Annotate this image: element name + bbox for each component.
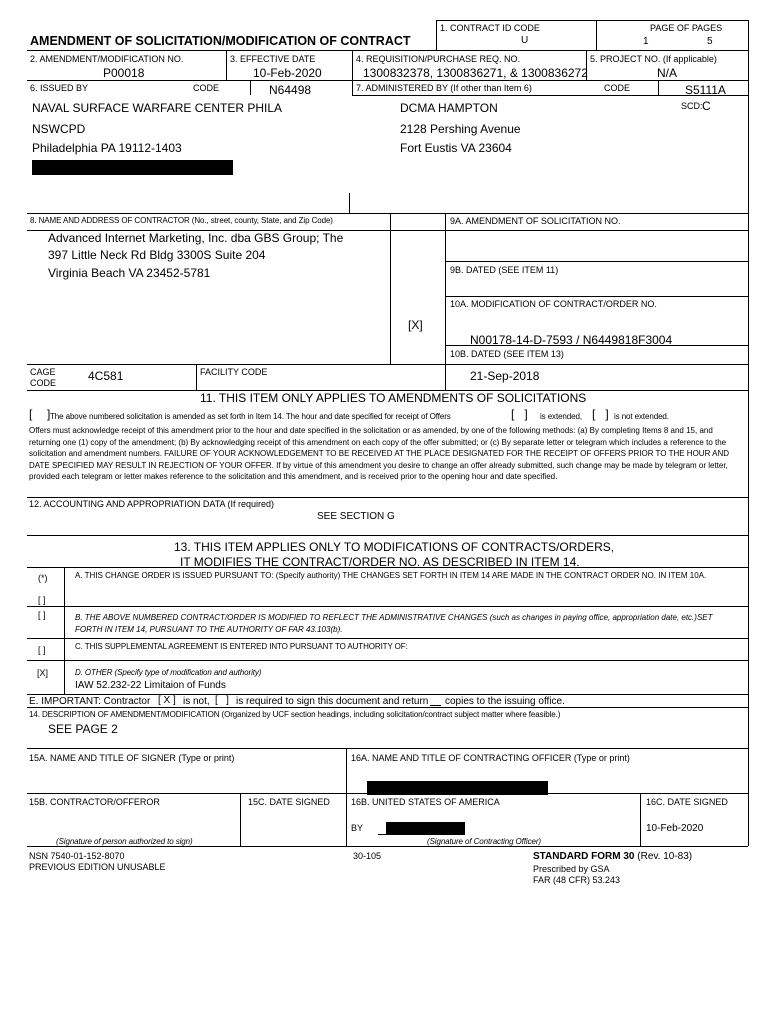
total-pages: 5	[707, 36, 713, 47]
not-extended-label: is not extended.	[614, 412, 669, 421]
project-no-value: N/A	[657, 66, 678, 80]
item-13d-value: IAW 52.232-22 Limitaion of Funds	[75, 680, 226, 691]
issued-code-label: CODE	[193, 83, 220, 93]
contractor-is-not-checkbox[interactable]: [ X ]	[158, 695, 176, 706]
officer-date-value: 10-Feb-2020	[646, 823, 704, 834]
extended-label: is extended,	[540, 412, 582, 421]
signature-officer-caption: (Signature of Contracting Officer)	[427, 837, 541, 846]
redacted-signature	[386, 822, 465, 835]
issuer-line-2: NSWCPD	[32, 122, 86, 136]
box-10b-value: 21-Sep-2018	[470, 369, 540, 383]
box-9b-label: 9B. DATED (SEE ITEM 11)	[450, 265, 559, 275]
item-13a-text: A. THIS CHANGE ORDER IS ISSUED PURSUANT TO: (Specify authority) THE CHANGES SET FORTH IN ITEM 14 ARE MADE IN THE CONTRACT ORDER NO. IN ITEM 10A.	[75, 571, 707, 580]
item-13d-text: D. OTHER (Specify type of modification and authority)	[75, 668, 262, 677]
signature-person-caption: (Signature of person authorized to sign)	[56, 837, 193, 846]
contractor-line-1: Advanced Internet Marketing, Inc. dba GBS Group; The	[48, 231, 344, 245]
box-10a-value: N00178-14-D-7593 / N6449818F3004	[470, 333, 673, 347]
item-12-label: 12. ACCOUNTING AND APPROPRIATION DATA (If required)	[29, 499, 275, 509]
amendment-no-value: P00018	[103, 66, 145, 80]
effective-date-label: 3. EFFECTIVE DATE	[230, 54, 316, 64]
item-11-instructions: Offers must acknowledge receipt of this amendment prior to the hour and date specified in the solicitation or as amended, by one of the following methods: (a) By completing Items 8 and 15, and returning one (1) copy of the amendment; (b) By acknowledging receipt of this amendment on each copy of the offer submitted; or (c) By separate letter or telegram which includes a reference to the solicitation and amendment numbers. FAILURE OF YOUR ACKNOWLEDGEMENT TO BE RECEIVED AT THE PLACE DESIGNATED FOR THE RECEIPT OF OFFERS PRIOR TO THE HOUR AND DATE SPECIFIED MAY RESULT IN REJECTION OF YOUR OFFER. If by virtue of this amendment you desire to change an offer already submitted, such change may be made by telegram or letter, provided each telegram or letter makes reference to the solicitation and this amendment, and is received prior to the opening hour and date specified.	[29, 426, 730, 481]
administered-by-label: 7. ADMINISTERED BY (If other than Item 6)	[356, 83, 532, 93]
contracting-officer-name-label: 16A. NAME AND TITLE OF CONTRACTING OFFICER (Type or print)	[351, 753, 630, 763]
contractor-label: 8. NAME AND ADDRESS OF CONTRACTOR (No., street, county, State, and Zip Code)	[30, 216, 333, 225]
issued-by-label: 6. ISSUED BY	[30, 83, 89, 93]
item-12-value: SEE SECTION G	[317, 511, 395, 522]
item-13d-mark[interactable]: [X]	[37, 668, 49, 678]
page-number: 1	[643, 36, 649, 47]
important-text-a: E. IMPORTANT: Contractor	[29, 696, 151, 707]
important-text-c: is required to sign this document and return	[236, 696, 429, 707]
item-11-bracket-right: ]	[47, 407, 51, 421]
redacted-officer-name	[367, 781, 548, 795]
standard-form-title	[533, 851, 692, 862]
contract-id-label: 1. CONTRACT ID CODE	[440, 23, 540, 33]
item-14-label: 14. DESCRIPTION OF AMENDMENT/MODIFICATION (Organized by UCF section headings, including solicitation/contract subject matter where feasible.)	[29, 710, 561, 719]
united-states-label: 16B. UNITED STATES OF AMERICA	[351, 797, 500, 807]
issuer-line-1: NAVAL SURFACE WARFARE CENTER PHILA	[32, 101, 283, 115]
page-label: PAGE OF PAGES	[650, 23, 723, 33]
requisition-label: 4. REQUISITION/PURCHASE REQ. NO.	[356, 54, 521, 64]
scd-value: C	[702, 99, 711, 113]
box-9a-label: 9A. AMENDMENT OF SOLICITATION NO.	[450, 216, 621, 226]
contractor-offeror-label: 15B. CONTRACTOR/OFFEROR	[29, 797, 160, 807]
admin-line-2: 2128 Pershing Avenue	[400, 122, 521, 136]
facility-code-label: FACILITY CODE	[200, 367, 268, 377]
cage-code-label: CAGE CODE	[30, 367, 57, 388]
prescribed-by: Prescribed by GSA	[533, 864, 610, 874]
item-13-heading-2: IT MODIFIES THE CONTRACT/ORDER NO. AS DESCRIBED IN ITEM 14.	[180, 555, 580, 569]
item-13c-text: C. THIS SUPPLEMENTAL AGREEMENT IS ENTERED INTO PURSUANT TO AUTHORITY OF:	[75, 642, 408, 651]
not-extended-checkbox[interactable]: [ ]	[592, 407, 609, 421]
cage-code-value: 4C581	[88, 369, 124, 383]
item-13c-mark[interactable]: [ ]	[38, 645, 46, 655]
previous-edition-note: PREVIOUS EDITION UNUSABLE	[29, 862, 166, 872]
by-label: BY	[351, 823, 364, 833]
item-13-heading-1: 13. THIS ITEM APPLIES ONLY TO MODIFICATIONS OF CONTRACTS/ORDERS,	[174, 540, 615, 554]
contract-id-value: U	[521, 35, 529, 46]
item-13a-mark[interactable]: (*)	[38, 573, 48, 583]
contractor-is-required-checkbox[interactable]: [ ]	[215, 695, 229, 706]
form-number: 30-105	[353, 851, 382, 861]
item-11-bracket-left: [	[29, 407, 33, 421]
extended-checkbox[interactable]: [ ]	[511, 407, 528, 421]
signer-name-label: 15A. NAME AND TITLE OF SIGNER (Type or print)	[29, 753, 235, 763]
contractor-line-3: Virginia Beach VA 23452-5781	[48, 266, 211, 280]
far-reference: FAR (48 CFR) 53.243	[533, 875, 621, 885]
item-13-blank-mark[interactable]: [ ]	[38, 595, 46, 605]
item-13b-text: B. THE ABOVE NUMBERED CONTRACT/ORDER IS MODIFIED TO REFLECT THE ADMINISTRATIVE CHANGES (such as changes in paying office, appropriation date, etc.)SET FORTH IN ITEM 14, PURSUANT TO THE AUTHORITY OF FAR 43.103(b).	[75, 613, 713, 634]
box-10a-label: 10A. MODIFICATION OF CONTRACT/ORDER NO.	[450, 299, 657, 309]
standard-form-revision: (Rev. 10-83)	[637, 851, 693, 862]
important-text-b: is not,	[183, 696, 210, 707]
contractor-date-label: 15C. DATE SIGNED	[248, 797, 330, 807]
nsn-number: NSN 7540-01-152-8070	[29, 851, 125, 861]
item-11-heading: 11. THIS ITEM ONLY APPLIES TO AMENDMENTS OF SOLICITATIONS	[200, 391, 587, 405]
officer-date-label: 16C. DATE SIGNED	[646, 797, 728, 807]
form-title: AMENDMENT OF SOLICITATION/MODIFICATION OF CONTRACT	[30, 34, 411, 48]
standard-form-name: STANDARD FORM 30	[533, 851, 635, 862]
item-14-value: SEE PAGE 2	[48, 722, 118, 736]
requisition-value: 1300832378, 1300836271, & 1300836272	[363, 66, 588, 80]
modification-checkbox[interactable]: [X]	[408, 318, 423, 332]
item-11-line-1: The above numbered solicitation is amended as set forth in Item 14. The hour and date specified for receipt of Offers	[50, 412, 451, 421]
admin-code-value: S5111A	[685, 83, 726, 97]
amendment-no-label: 2. AMENDMENT/MODIFICATION NO.	[30, 54, 184, 64]
contractor-line-2: 397 Little Neck Rd Bldg 3300S Suite 204	[48, 248, 266, 262]
admin-line-3: Fort Eustis VA 23604	[400, 141, 512, 155]
redacted-block	[32, 160, 233, 175]
important-text-d: copies to the issuing office.	[445, 696, 565, 707]
project-no-label: 5. PROJECT NO. (If applicable)	[590, 54, 717, 64]
issuer-line-3: Philadelphia PA 19112-1403	[32, 141, 182, 155]
issued-code-value: N64498	[269, 83, 312, 97]
scd-label: SCD:	[681, 101, 703, 111]
box-10b-label: 10B. DATED (SEE ITEM 13)	[450, 349, 564, 359]
item-13b-mark[interactable]: [ ]	[38, 610, 46, 620]
effective-date-value: 10-Feb-2020	[253, 66, 322, 80]
admin-code-label: CODE	[604, 83, 631, 93]
admin-line-1: DCMA HAMPTON	[400, 101, 498, 115]
